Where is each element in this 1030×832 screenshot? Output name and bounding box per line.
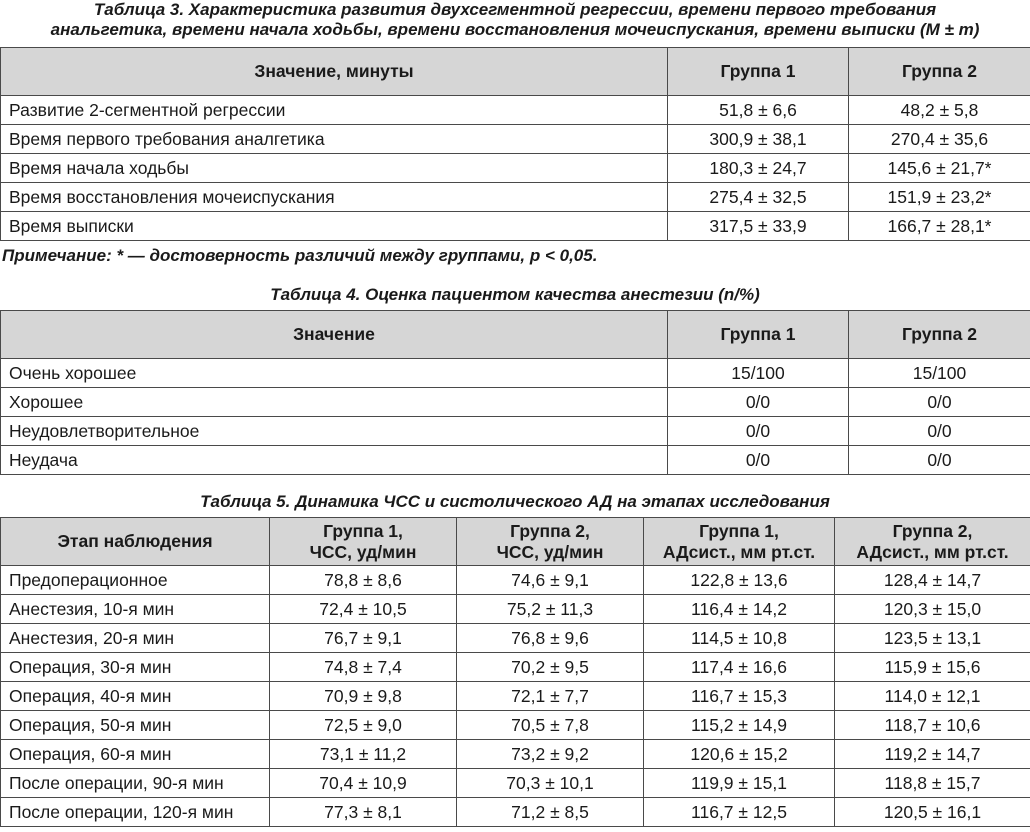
value-cell: 116,7 ± 15,3 — [644, 682, 835, 711]
value-cell: 123,5 ± 13,1 — [835, 624, 1030, 653]
value-cell: 116,4 ± 14,2 — [644, 595, 835, 624]
value-cell: 115,9 ± 15,6 — [835, 653, 1030, 682]
header-line: Этап наблюдения — [57, 531, 213, 551]
table-row — [1, 798, 1030, 827]
value-cell: 119,2 ± 14,7 — [835, 740, 1030, 769]
table3 — [0, 47, 1030, 241]
table-row — [1, 359, 1030, 388]
value-cell: 120,5 ± 16,1 — [835, 798, 1030, 827]
value-cell: 0/0 — [849, 388, 1030, 417]
header-line: АДсист., мм рт.ст. — [662, 541, 816, 562]
table5-header-cell — [835, 518, 1030, 566]
row-label: Время восстановления мочеиспускания — [1, 183, 668, 212]
table3-caption — [0, 0, 1030, 40]
table-row — [1, 417, 1030, 446]
value-cell: 119,9 ± 15,1 — [644, 769, 835, 798]
table3-note: Примечание: * — достоверность различий между группами, р < 0,05. — [2, 246, 598, 265]
value-cell: 76,8 ± 9,6 — [457, 624, 644, 653]
table4-caption: Таблица 4. Оценка пациентом качества анестезии (n/%) — [270, 285, 760, 304]
value-cell: 317,5 ± 33,9 — [668, 212, 849, 241]
value-cell: 15/100 — [668, 359, 849, 388]
header-line: Группа 1, — [323, 520, 403, 541]
table-row — [1, 212, 1030, 241]
row-label: Неудовлетворительное — [1, 417, 668, 446]
table5 — [0, 517, 1030, 827]
row-label: Неудача — [1, 446, 668, 475]
table3-caption-line2: анальгетика, времени начала ходьбы, времени восстановления мочеиспускания, времени выписки (М ± m) — [50, 20, 980, 39]
value-cell: 128,4 ± 14,7 — [835, 566, 1030, 595]
value-cell: 117,4 ± 16,6 — [644, 653, 835, 682]
value-cell: 122,8 ± 13,6 — [644, 566, 835, 595]
table3-header-cell: Значение, минуты — [1, 48, 668, 96]
value-cell: 118,7 ± 10,6 — [835, 711, 1030, 740]
value-cell: 118,8 ± 15,7 — [835, 769, 1030, 798]
value-cell: 0/0 — [849, 446, 1030, 475]
table5-header-cell — [457, 518, 644, 566]
table5-caption: Таблица 5. Динамика ЧСС и систолического АД на этапах исследования — [200, 492, 830, 511]
value-cell: 51,8 ± 6,6 — [668, 96, 849, 125]
value-cell: 15/100 — [849, 359, 1030, 388]
value-cell: 120,6 ± 15,2 — [644, 740, 835, 769]
value-cell: 166,7 ± 28,1* — [849, 212, 1030, 241]
value-cell: 71,2 ± 8,5 — [457, 798, 644, 827]
table4 — [0, 310, 1030, 475]
value-cell: 145,6 ± 21,7* — [849, 154, 1030, 183]
row-label: Время выписки — [1, 212, 668, 241]
table4-header-cell: Группа 1 — [668, 311, 849, 359]
table3-header-cell: Группа 1 — [668, 48, 849, 96]
table3-header-cell: Группа 2 — [849, 48, 1030, 96]
value-cell: 120,3 ± 15,0 — [835, 595, 1030, 624]
value-cell: 70,5 ± 7,8 — [457, 711, 644, 740]
row-label: После операции, 90-я мин — [1, 769, 270, 798]
row-label: Анестезия, 10-я мин — [1, 595, 270, 624]
header-line: ЧСС, уд/мин — [496, 541, 604, 562]
row-label: Время первого требования аналгетика — [1, 125, 668, 154]
header-line: АДсист., мм рт.ст. — [856, 541, 1009, 562]
value-cell: 72,4 ± 10,5 — [270, 595, 457, 624]
value-cell: 270,4 ± 35,6 — [849, 125, 1030, 154]
table4-header-cell: Значение — [1, 311, 668, 359]
value-cell: 75,2 ± 11,3 — [457, 595, 644, 624]
table-row — [1, 682, 1030, 711]
value-cell: 0/0 — [668, 388, 849, 417]
row-label: Очень хорошее — [1, 359, 668, 388]
value-cell: 70,2 ± 9,5 — [457, 653, 644, 682]
table-row — [1, 183, 1030, 212]
table-row — [1, 388, 1030, 417]
value-cell: 70,4 ± 10,9 — [270, 769, 457, 798]
table4-header-cell: Группа 2 — [849, 311, 1030, 359]
value-cell: 74,6 ± 9,1 — [457, 566, 644, 595]
value-cell: 72,5 ± 9,0 — [270, 711, 457, 740]
row-label: Предоперационное — [1, 566, 270, 595]
value-cell: 180,3 ± 24,7 — [668, 154, 849, 183]
row-label: Развитие 2-сегментной регрессии — [1, 96, 668, 125]
row-label: Время начала ходьбы — [1, 154, 668, 183]
value-cell: 116,7 ± 12,5 — [644, 798, 835, 827]
table-row — [1, 125, 1030, 154]
table-row — [1, 624, 1030, 653]
row-label: Операция, 40-я мин — [1, 682, 270, 711]
row-label: Хорошее — [1, 388, 668, 417]
table5-header-cell — [644, 518, 835, 566]
table-row — [1, 595, 1030, 624]
table5-header-cell — [270, 518, 457, 566]
value-cell: 300,9 ± 38,1 — [668, 125, 849, 154]
value-cell: 275,4 ± 32,5 — [668, 183, 849, 212]
value-cell: 0/0 — [668, 417, 849, 446]
table5-header-row — [1, 518, 1030, 566]
value-cell: 114,0 ± 12,1 — [835, 682, 1030, 711]
value-cell: 74,8 ± 7,4 — [270, 653, 457, 682]
value-cell: 70,9 ± 9,8 — [270, 682, 457, 711]
value-cell: 72,1 ± 7,7 — [457, 682, 644, 711]
table3-header-row — [1, 48, 1030, 96]
value-cell: 77,3 ± 8,1 — [270, 798, 457, 827]
row-label: Анестезия, 20-я мин — [1, 624, 270, 653]
value-cell: 78,8 ± 8,6 — [270, 566, 457, 595]
value-cell: 0/0 — [849, 417, 1030, 446]
table-row — [1, 446, 1030, 475]
value-cell: 0/0 — [668, 446, 849, 475]
header-line: Группа 2, — [892, 520, 973, 541]
table-row — [1, 154, 1030, 183]
value-cell: 151,9 ± 23,2* — [849, 183, 1030, 212]
value-cell: 76,7 ± 9,1 — [270, 624, 457, 653]
table5-header-cell — [1, 518, 270, 566]
table-row — [1, 653, 1030, 682]
value-cell: 73,2 ± 9,2 — [457, 740, 644, 769]
value-cell: 114,5 ± 10,8 — [644, 624, 835, 653]
table3-caption-line1: Таблица 3. Характеристика развития двухсегментной регрессии, времени первого требования — [93, 0, 937, 19]
row-label: Операция, 50-я мин — [1, 711, 270, 740]
table-row — [1, 740, 1030, 769]
row-label: Операция, 30-я мин — [1, 653, 270, 682]
header-line: Группа 2, — [510, 520, 590, 541]
value-cell: 73,1 ± 11,2 — [270, 740, 457, 769]
table-row — [1, 96, 1030, 125]
table-row — [1, 769, 1030, 798]
value-cell: 70,3 ± 10,1 — [457, 769, 644, 798]
header-line: Группа 1, — [699, 520, 779, 541]
row-label: После операции, 120-я мин — [1, 798, 270, 827]
row-label: Операция, 60-я мин — [1, 740, 270, 769]
value-cell: 115,2 ± 14,9 — [644, 711, 835, 740]
table-row — [1, 566, 1030, 595]
value-cell: 48,2 ± 5,8 — [849, 96, 1030, 125]
table-row — [1, 711, 1030, 740]
table4-header-row — [1, 311, 1030, 359]
header-line: ЧСС, уд/мин — [309, 541, 417, 562]
